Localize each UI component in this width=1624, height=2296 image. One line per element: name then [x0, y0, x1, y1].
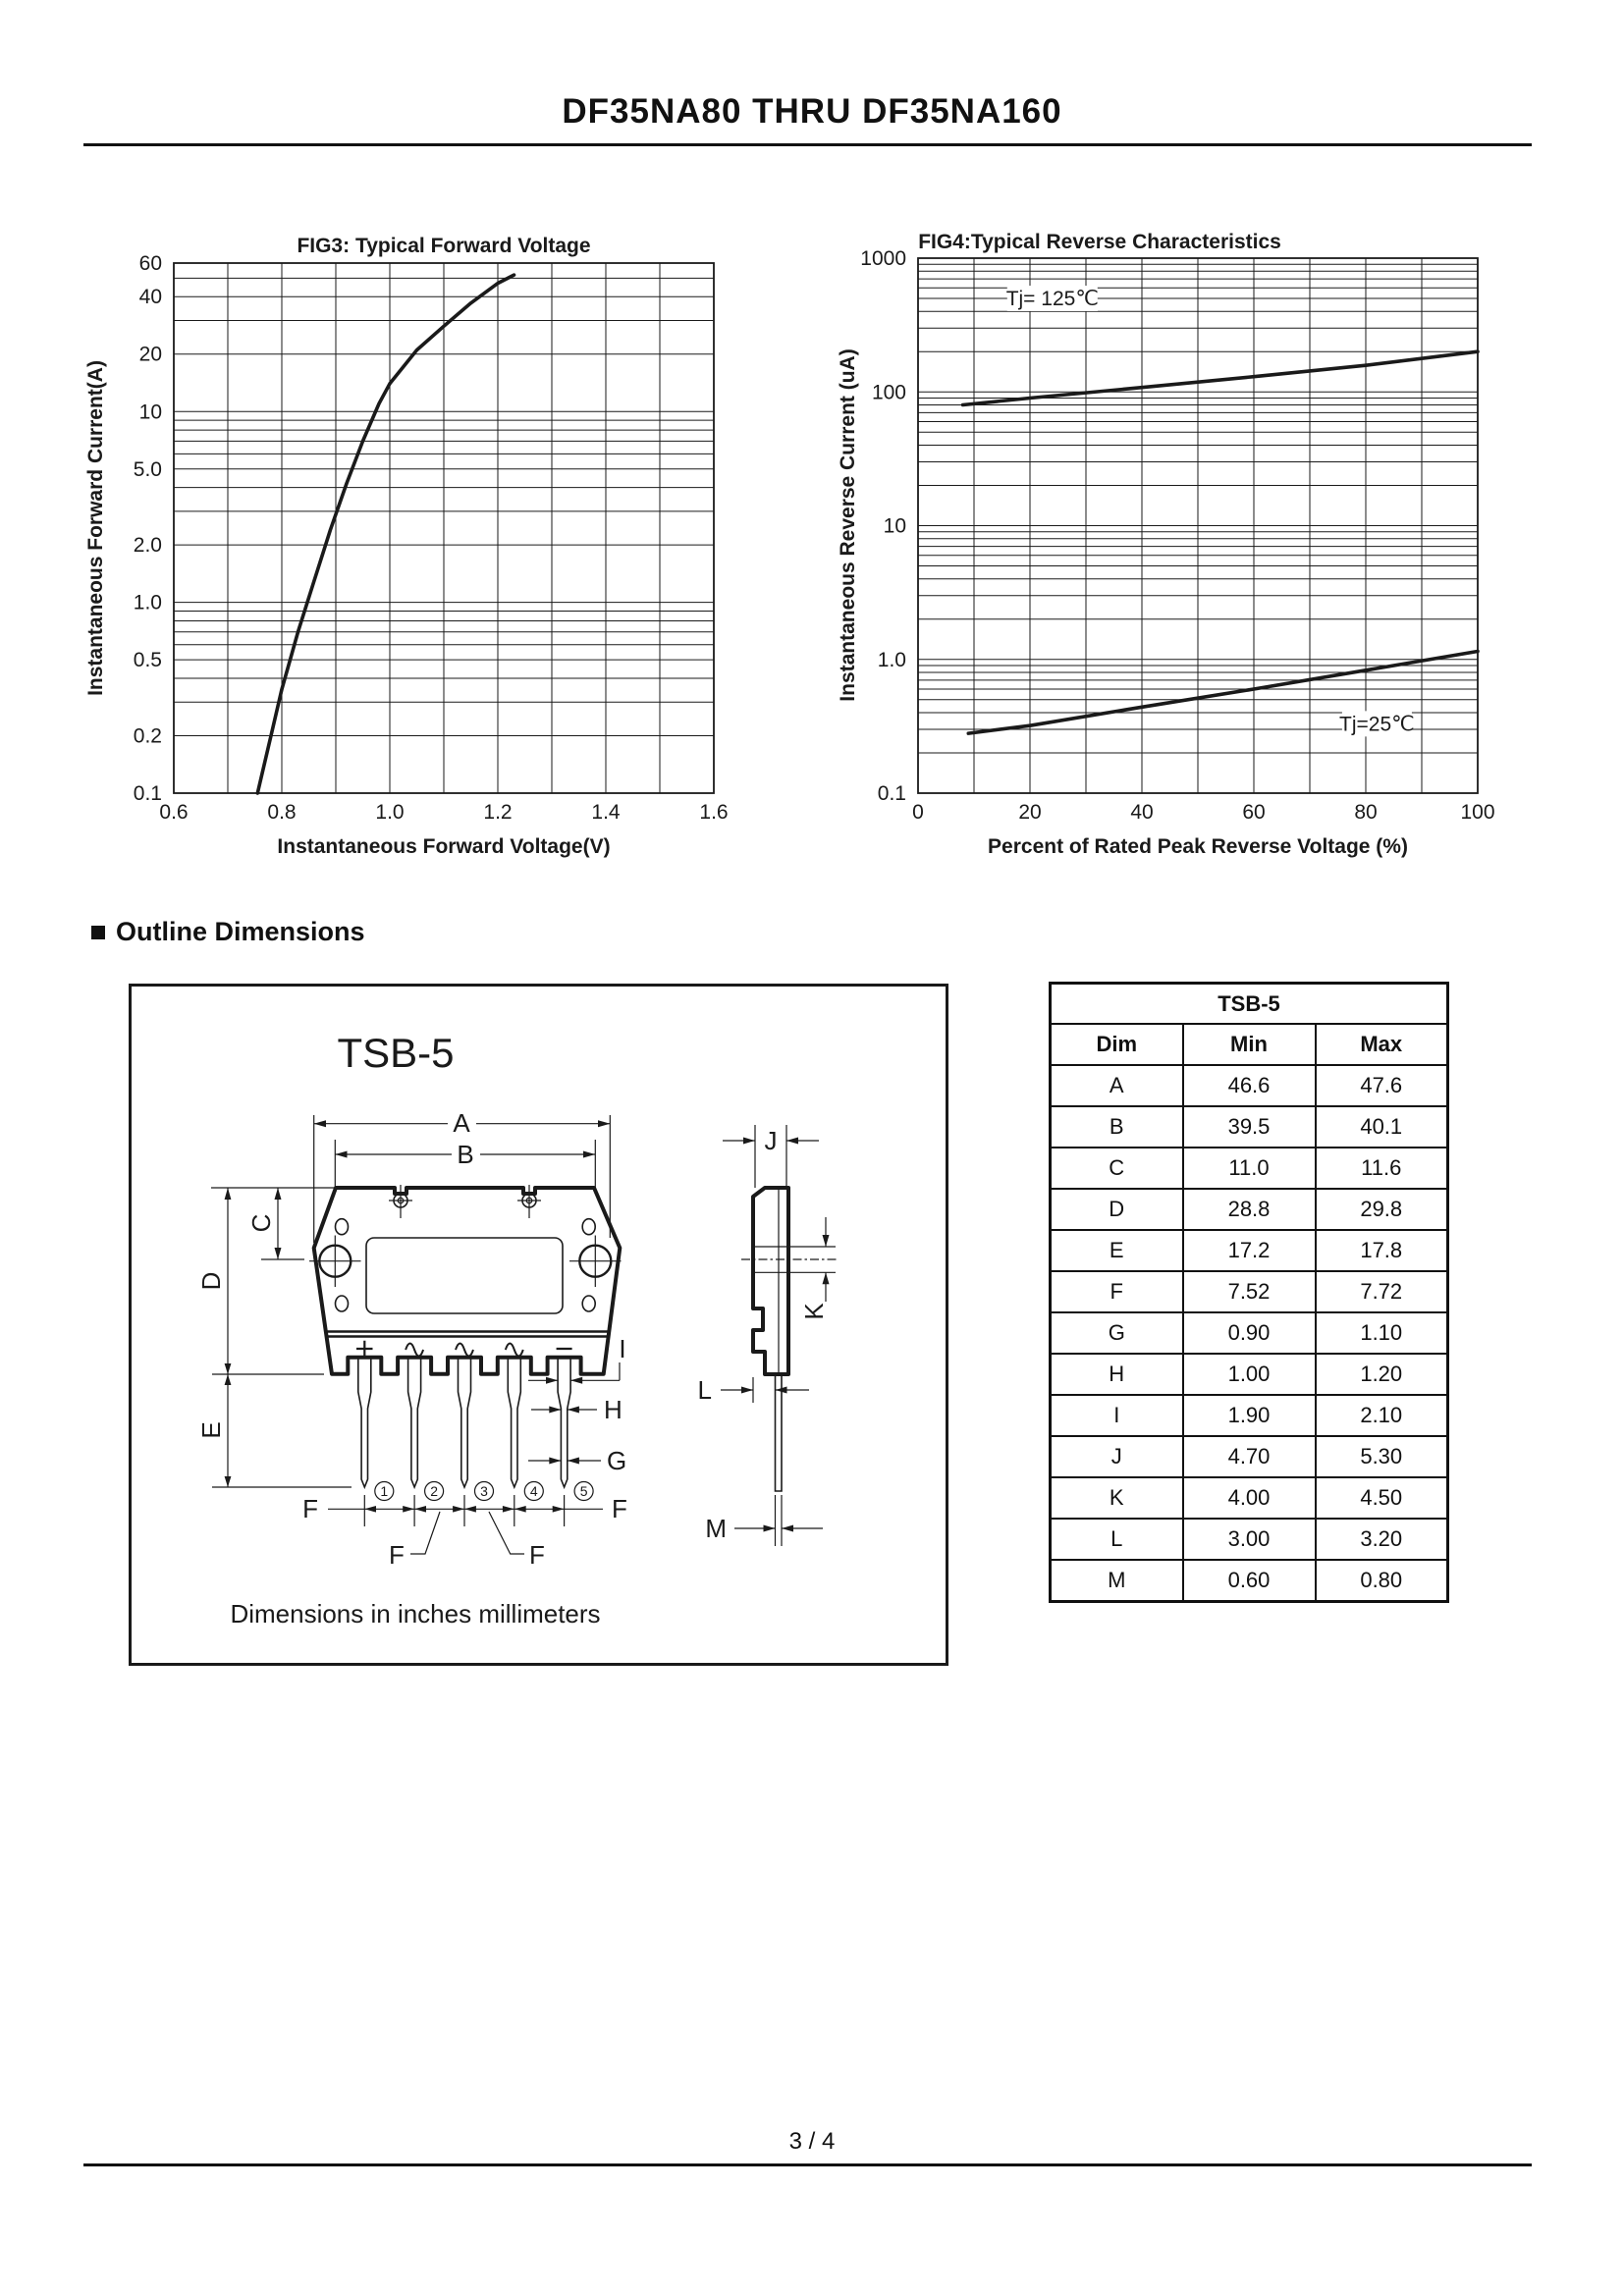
value-cell: 3.20	[1316, 1519, 1448, 1560]
svg-text:0: 0	[912, 801, 924, 824]
svg-text:100: 100	[1460, 801, 1495, 824]
footer-rule	[83, 2163, 1532, 2166]
crosshair-target-icon	[389, 1185, 541, 1218]
svg-text:20: 20	[138, 343, 162, 366]
terminal-ac-icon	[406, 1344, 523, 1357]
svg-text:40: 40	[1130, 801, 1154, 824]
svg-text:60: 60	[138, 252, 162, 275]
svg-text:20: 20	[1018, 801, 1042, 824]
value-cell: 0.60	[1183, 1560, 1316, 1602]
svg-text:Tj=25℃: Tj=25℃	[1339, 713, 1415, 736]
svg-text:10: 10	[138, 400, 162, 424]
value-cell: 46.6	[1183, 1065, 1316, 1106]
extension-lines	[211, 1115, 836, 1554]
dim-cell: M	[1051, 1560, 1183, 1602]
svg-text:1.4: 1.4	[591, 801, 621, 824]
dim-cell: F	[1051, 1271, 1183, 1312]
value-cell: 17.2	[1183, 1230, 1316, 1271]
fig3-title: FIG3: Typical Forward Voltage	[297, 235, 591, 257]
svg-text:F: F	[302, 1494, 318, 1523]
fig4-title: FIG4:Typical Reverse Characteristics	[918, 231, 1281, 253]
svg-text:Tj= 125℃: Tj= 125℃	[1005, 288, 1099, 311]
dim-cell: J	[1051, 1436, 1183, 1477]
value-cell: 5.30	[1316, 1436, 1448, 1477]
table-row	[1051, 1065, 1448, 1106]
table-header-row	[1051, 1024, 1448, 1065]
fig3-x-axis-label: Instantaneous Forward Voltage(V)	[277, 835, 611, 858]
tsb5-outline-drawing	[132, 987, 946, 1663]
dimensions-table-body	[1051, 1065, 1448, 1602]
dim-cell: D	[1051, 1189, 1183, 1230]
fig3-forward-voltage-chart	[59, 226, 766, 874]
value-cell: 47.6	[1316, 1065, 1448, 1106]
package-body-outline	[314, 1188, 621, 1374]
value-cell: 7.52	[1183, 1271, 1316, 1312]
dim-cell: L	[1051, 1519, 1183, 1560]
value-cell: 11.0	[1183, 1148, 1316, 1189]
dim-cell: K	[1051, 1477, 1183, 1519]
svg-text:F: F	[529, 1540, 545, 1570]
page-title: DF35NA80 THRU DF35NA160	[562, 92, 1062, 131]
table-row	[1051, 1106, 1448, 1148]
svg-text:E: E	[196, 1421, 226, 1439]
table-row	[1051, 1189, 1448, 1230]
value-cell: 0.80	[1316, 1560, 1448, 1602]
table-row	[1051, 1519, 1448, 1560]
page-number: 3 / 4	[788, 2128, 836, 2155]
svg-text:L: L	[697, 1375, 712, 1405]
value-cell: 29.8	[1316, 1189, 1448, 1230]
svg-text:F: F	[612, 1494, 627, 1523]
fig4-y-axis-label: Instantaneous Reverse Current (uA)	[837, 348, 859, 702]
fig3-y-axis-label: Instantaneous Forward Current(A)	[84, 360, 107, 696]
svg-text:1.2: 1.2	[483, 801, 513, 824]
svg-text:40: 40	[138, 286, 162, 309]
svg-text:0.5: 0.5	[133, 649, 162, 672]
col-header-max: Max	[1316, 1024, 1448, 1065]
outline-heading-label: Outline Dimensions	[116, 917, 365, 946]
svg-text:5: 5	[579, 1483, 588, 1499]
dim-cell: E	[1051, 1230, 1183, 1271]
header-rule	[83, 143, 1532, 146]
svg-text:2: 2	[430, 1483, 438, 1499]
pin-leads	[358, 1358, 570, 1487]
svg-text:0.2: 0.2	[133, 724, 162, 748]
table-row	[1051, 1271, 1448, 1312]
col-header-min: Min	[1183, 1024, 1316, 1065]
table-row	[1051, 1477, 1448, 1519]
svg-text:4: 4	[529, 1483, 538, 1499]
terminal-block-line	[326, 1332, 610, 1337]
fig4-plot-area	[860, 247, 1494, 824]
fig4-reverse-characteristics-chart	[805, 226, 1551, 874]
svg-text:1.0: 1.0	[375, 801, 405, 824]
value-cell: 1.00	[1183, 1354, 1316, 1395]
svg-text:0.8: 0.8	[267, 801, 297, 824]
table-title: TSB-5	[1051, 984, 1448, 1025]
value-cell: 4.00	[1183, 1477, 1316, 1519]
value-cell: 11.6	[1316, 1148, 1448, 1189]
svg-text:3: 3	[480, 1483, 488, 1499]
table-row	[1051, 1230, 1448, 1271]
svg-text:1000: 1000	[860, 247, 906, 270]
outline-dimensions-heading	[91, 917, 365, 947]
label-recess-outline	[366, 1238, 563, 1313]
svg-text:0.1: 0.1	[133, 782, 162, 805]
fig4-x-axis-label: Percent of Rated Peak Reverse Voltage (%)	[988, 835, 1408, 858]
side-view-pin	[776, 1374, 783, 1491]
svg-text:80: 80	[1354, 801, 1378, 824]
svg-text:0.6: 0.6	[159, 801, 189, 824]
value-cell: 0.90	[1183, 1312, 1316, 1354]
square-bullet-icon	[91, 926, 105, 939]
value-cell: 3.00	[1183, 1519, 1316, 1560]
value-cell: 1.10	[1316, 1312, 1448, 1354]
value-cell: 39.5	[1183, 1106, 1316, 1148]
dim-cell: I	[1051, 1395, 1183, 1436]
svg-text:B: B	[457, 1140, 474, 1169]
svg-text:1.6: 1.6	[699, 801, 729, 824]
table-row	[1051, 1148, 1448, 1189]
dim-cell: H	[1051, 1354, 1183, 1395]
terminal-plus-icon	[356, 1341, 373, 1358]
svg-text:I: I	[619, 1334, 626, 1363]
dim-cell: B	[1051, 1106, 1183, 1148]
svg-text:1: 1	[380, 1483, 389, 1499]
table-row	[1051, 1436, 1448, 1477]
value-cell: 28.8	[1183, 1189, 1316, 1230]
value-cell: 40.1	[1316, 1106, 1448, 1148]
side-view-outline	[753, 1188, 788, 1374]
table-row	[1051, 1354, 1448, 1395]
dim-cell: G	[1051, 1312, 1183, 1354]
table-row	[1051, 1395, 1448, 1436]
value-cell: 1.90	[1183, 1395, 1316, 1436]
dimension-arrowheads	[225, 1120, 830, 1531]
value-cell: 17.8	[1316, 1230, 1448, 1271]
dim-cell: C	[1051, 1148, 1183, 1189]
svg-text:M: M	[705, 1514, 727, 1543]
value-cell: 4.50	[1316, 1477, 1448, 1519]
svg-text:60: 60	[1242, 801, 1266, 824]
dimensions-table	[1049, 982, 1449, 1603]
svg-text:2.0: 2.0	[133, 534, 162, 558]
svg-text:1.0: 1.0	[133, 591, 162, 614]
svg-text:F: F	[389, 1540, 405, 1570]
value-cell: 7.72	[1316, 1271, 1448, 1312]
svg-text:H: H	[604, 1395, 623, 1424]
mounting-hole-icon	[569, 1236, 622, 1288]
svg-text:0.1: 0.1	[877, 782, 906, 805]
value-cell: 1.20	[1316, 1354, 1448, 1395]
value-cell: 4.70	[1183, 1436, 1316, 1477]
svg-text:100: 100	[871, 381, 906, 404]
dimension-labels	[196, 1108, 829, 1570]
table-row	[1051, 1312, 1448, 1354]
pilot-hole-icon	[336, 1219, 596, 1311]
svg-text:10: 10	[883, 514, 906, 538]
package-drawing-box	[129, 984, 948, 1666]
col-header-dim: Dim	[1051, 1024, 1183, 1065]
svg-text:5.0: 5.0	[133, 457, 162, 481]
table-row	[1051, 1560, 1448, 1602]
svg-text:G: G	[607, 1446, 627, 1475]
svg-text:A: A	[453, 1108, 470, 1138]
svg-text:J: J	[764, 1126, 778, 1155]
svg-text:K: K	[799, 1303, 829, 1320]
svg-text:C: C	[246, 1213, 276, 1233]
svg-text:1.0: 1.0	[877, 648, 906, 671]
pin-number-badges	[375, 1482, 593, 1501]
package-name-label: TSB-5	[337, 1030, 455, 1076]
value-cell: 2.10	[1316, 1395, 1448, 1436]
dim-cell: A	[1051, 1065, 1183, 1106]
drawing-caption: Dimensions in inches millimeters	[230, 1599, 601, 1629]
fig3-plot-area	[134, 252, 729, 824]
svg-text:D: D	[196, 1271, 226, 1291]
